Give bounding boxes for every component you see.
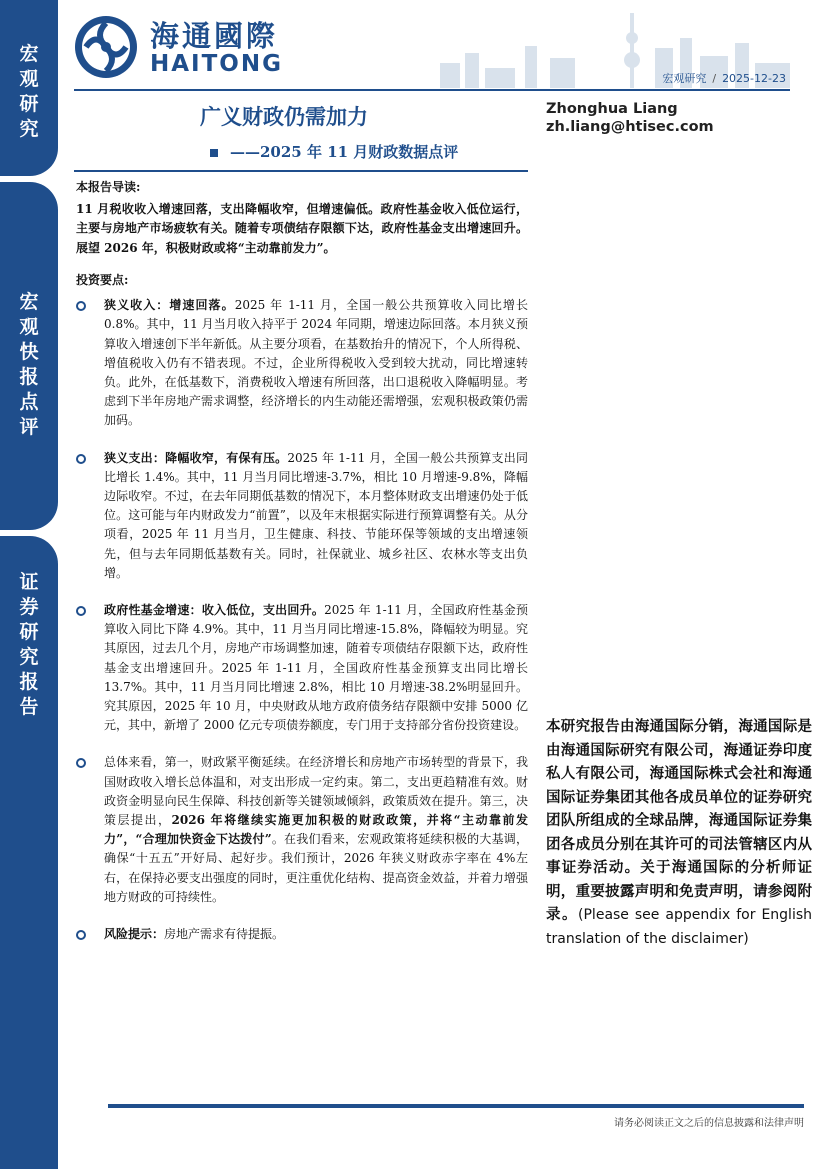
point-text: 2025 年 1-11 月，全国政府性基金预算收入同比下降 4.9%。其中，11 月当月同比增速-15.8%，降幅较为明显。究其原因，过去几个月，房地产市场调整加速，随着专项债结存限额下达，政府性基金支出增速回升。2025 年 1-11 月，全国政府性基金预算支出同比增长 13.7%。其中，11 月当月同比增速 2.8%，相比 10 月增速-38.2%明显回升。究其原因，2025 年 10 月，中央财政从地方政府债务结存限额中安排 5000 亿元，其中，新增了 2000 亿元专项债券额度，专门用于支持部分省份投资建设。 — [104, 603, 528, 733]
sidebar-securities-report — [0, 536, 58, 1169]
report-category: 宏观研究 — [662, 72, 707, 85]
point-text: 房地产需求有待提振。 — [164, 927, 285, 942]
point-lead: 政府性基金增速：收入低位，支出回升。 — [104, 603, 325, 618]
sidebar-char: 报 — [19, 671, 39, 693]
title-divider — [74, 170, 528, 172]
sidebar-char: 报 — [19, 366, 39, 388]
author-email[interactable]: zh.liang@htisec.com — [546, 119, 714, 135]
circle-bullet-icon — [76, 454, 86, 464]
investment-points — [76, 271, 528, 944]
sidebar-char: 证 — [19, 571, 39, 593]
sidebar-macro-flash — [0, 182, 58, 530]
sidebar-char: 宏 — [19, 291, 39, 313]
sidebar-macro-research — [0, 0, 58, 176]
guide-heading: 本报告导读: — [76, 180, 141, 194]
sidebar-char: 观 — [19, 316, 39, 338]
point-lead: 狭义收入：增速回落。 — [104, 298, 235, 313]
point-item — [76, 753, 528, 907]
square-bullet-icon — [210, 149, 218, 157]
point-item — [76, 449, 528, 583]
point-text: 2025 年 1-11 月，全国一般公共预算支出同比增长 1.4%。其中，11 月当月同比增速-3.7%，相比 10 月增速-9.8%，降幅边际收窄。不过，在去年同期低基数的情况下，本月整体财政支出增速仍处于低位。这可能与年内财政发力“前置”，以及年末根据实际进行预算调整有关。从分项看，2025 年 11 月当月，卫生健康、科技、节能环保等领域的支出增速领先，但与去年同期低基数有关。同时，社保就业、城乡社区、农林水等支出负增。 — [104, 450, 528, 580]
disclaimer-cn: 本研究报告由海通国际分销，海通国际是由海通国际研究有限公司，海通证券印度私人有限公司，海通国际株式会社和海通国际证券集团其他各成员单位的证券研究团队所组成的全球品牌，海通国际证券集团各成员分别在其许可的司法管辖区内从事证券活动。关于海通国际的分析师证明，重要披露声明和免责声明，请参阅附录。 — [546, 718, 812, 923]
report-subtitle — [210, 141, 458, 162]
circle-bullet-icon — [76, 930, 86, 940]
haitong-logo-icon — [72, 14, 140, 80]
meta-separator: / — [712, 72, 717, 85]
sidebar-char: 点 — [19, 391, 39, 413]
footer-divider — [108, 1104, 804, 1108]
sidebar-char: 券 — [19, 596, 39, 618]
sidebar-char: 评 — [19, 416, 39, 438]
author-block — [546, 100, 714, 136]
sidebar-char: 告 — [19, 696, 39, 718]
footer-notice: 请务必阅读正文之后的信息披露和法律声明 — [614, 1118, 804, 1129]
sidebar-char: 研 — [19, 621, 39, 643]
point-item-risk — [76, 925, 528, 944]
sidebar-char: 究 — [19, 118, 39, 140]
guide-text: 11 月税收收入增速回落，支出降幅收窄，但增速偏低。政府性基金收入低位运行，主要与房地产市场疲软有关。随着专项债结存限额下达，政府性基金支出增速回升。展望 2026 年，积极财政或将“主动靠前发力”。 — [76, 202, 528, 255]
point-text: 2025 年 1-11 月，全国一般公共预算收入同比增长 0.8%。其中，11 月当月收入持平于 2024 年同期，增速边际回落。本月狭义预算收入增速创下半年新低。从主要分项看，在基数抬升的情况下，个人所得税、增值税收入仍有不错表现。不过，企业所得税收入受到较大扰动，同比增速转负。此外，在低基数下，消费税收入增速有所回落，出口退税收入降幅明显。考虑到下半年房地产需求调整，经济增长的内生动能还需增强，宏观积极政策仍需加码。 — [104, 298, 528, 428]
brand-name-cn: 海通國際 — [150, 19, 279, 53]
report-title: 广义财政仍需加力 — [200, 104, 368, 129]
sidebar-char: 快 — [19, 341, 39, 363]
report-date: 2025-12-23 — [722, 72, 786, 85]
sidebar-char: 宏 — [19, 43, 39, 65]
header-divider — [74, 89, 790, 91]
sidebar-char: 研 — [19, 93, 39, 115]
disclaimer-en: (Please see appendix for English translation of the disclaimer) — [546, 907, 813, 947]
point-bold-text: 2026 年将继续实施更加积极的财政政策，并将“主动靠前发力”，“合理加快资金下达拨付” — [104, 813, 528, 847]
point-item — [76, 601, 528, 735]
report-subtitle-text: ——2025 年 11 月财政数据点评 — [230, 143, 459, 161]
point-lead: 风险提示： — [104, 927, 165, 942]
point-text-pre: 总体来看，第一，财政紧平衡延续。在经济增长和房地产市场转型的背景下，我国财政收入增长总体温和，对支出形成一定约束。第二，支出更趋精准有效。财政资金明显向民生保障、科技创新等关键领域倾斜，政策质效在提升。第三，决策层提出， — [104, 755, 528, 828]
points-heading: 投资要点: — [76, 273, 129, 287]
circle-bullet-icon — [76, 301, 86, 311]
point-lead: 狭义支出：降幅收窄，有保有压。 — [104, 450, 288, 465]
disclaimer — [546, 715, 812, 950]
report-guide — [76, 178, 528, 258]
point-item — [76, 296, 528, 430]
point-text: 。在我们看来，宏观政策将延续积极的大基调，确保“十五五”开好局、起好步。我们预计，2026 年狭义财政赤字率在 4%左右，在保持必要支出强度的同时，更注重优化结构、提高资金效益，并着力增强地方财政的可持续性。 — [104, 832, 528, 904]
sidebar-char: 观 — [19, 68, 39, 90]
author-name: Zhonghua Liang — [546, 101, 678, 117]
circle-bullet-icon — [76, 758, 86, 768]
sidebar-char: 究 — [19, 646, 39, 668]
circle-bullet-icon — [76, 606, 86, 616]
brand-name-en: HAITONG — [150, 51, 283, 77]
report-meta — [662, 70, 786, 86]
